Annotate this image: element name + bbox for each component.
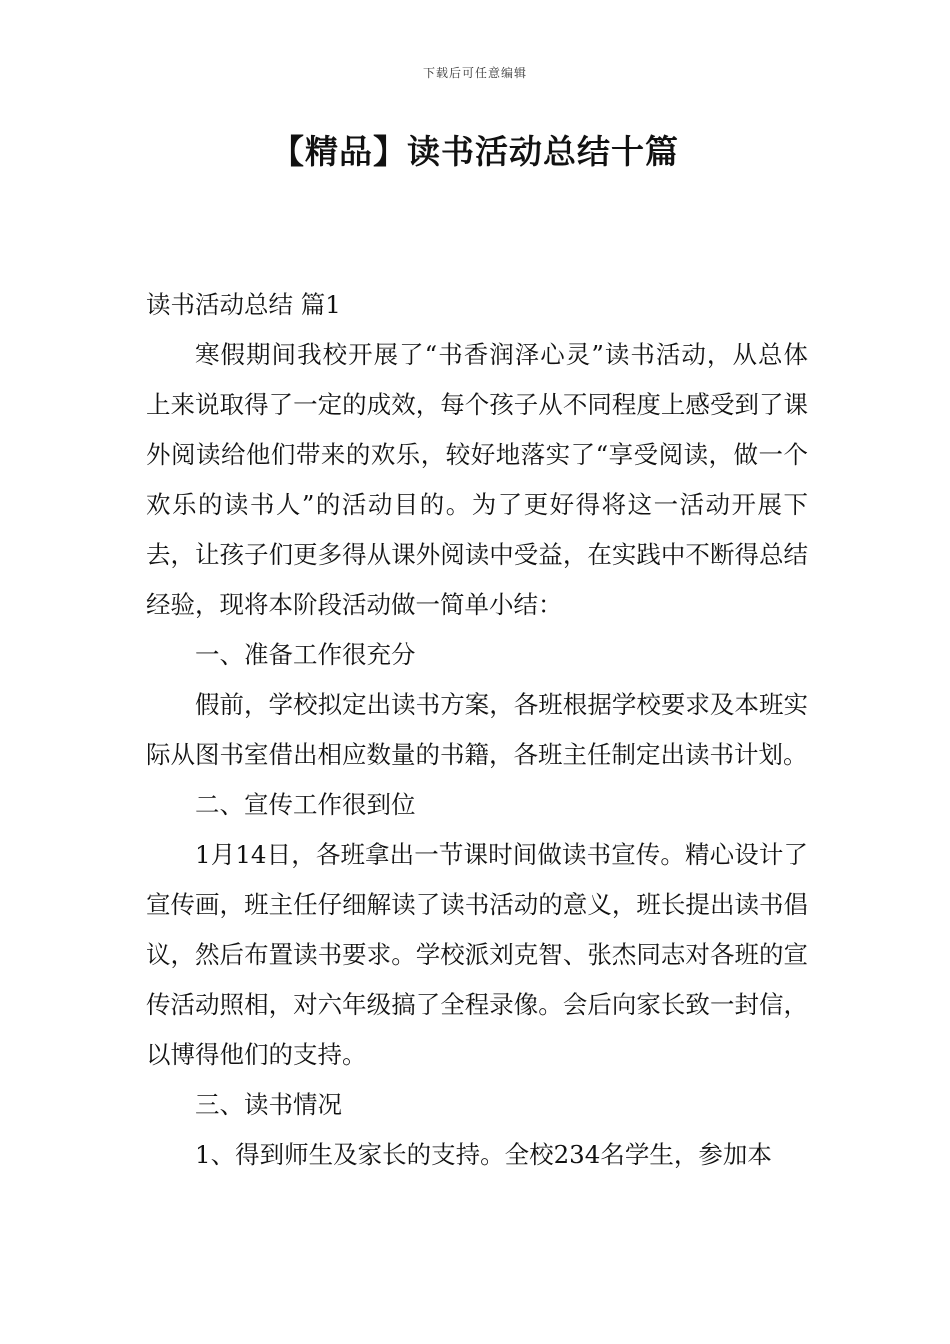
paragraph-intro: 寒假期间我校开展了“书香润泽心灵”读书活动，从总体上来说取得了一定的成效，每个孩子从不同程度上感受到了课外阅读给他们带来的欢乐，较好地落实了“享受阅读，做一个欢乐的读书人”的活动目的。为了更好得将这一活动开展下去，让孩子们更多得从课外阅读中受益，在实践中不断得总结经验，现将本阶段活动做一简单小结：: [146, 340, 808, 619]
paragraph-reading-status: 1、得到师生及家长的支持。全校234名学生，参加本: [195, 1140, 772, 1169]
subheading-preparation: 一、准备工作很充分: [195, 640, 416, 669]
section-heading: 读书活动总结 篇1: [146, 290, 341, 319]
paragraph-publicity: 1月14日，各班拿出一节课时间做读书宣传。精心设计了宣传画，班主任仔细解读了读书活动的意义，班长提出读书倡议，然后布置读书要求。学校派刘克智、张杰同志对各班的宣传活动照相，对六年级搞了全程录像。会后向家长致一封信，以博得他们的支持。: [146, 840, 808, 1069]
paragraph-preparation: 假前，学校拟定出读书方案，各班根据学校要求及本班实际从图书室借出相应数量的书籍，各班主任制定出读书计划。: [146, 690, 808, 769]
header-note: 下载后可任意编辑: [422, 66, 527, 80]
subheading-reading-status: 三、读书情况: [195, 1090, 342, 1119]
document-body: [146, 280, 808, 1180]
document-title: 【精品】读书活动总结十篇: [271, 132, 679, 171]
subheading-publicity: 二、宣传工作很到位: [195, 790, 416, 819]
